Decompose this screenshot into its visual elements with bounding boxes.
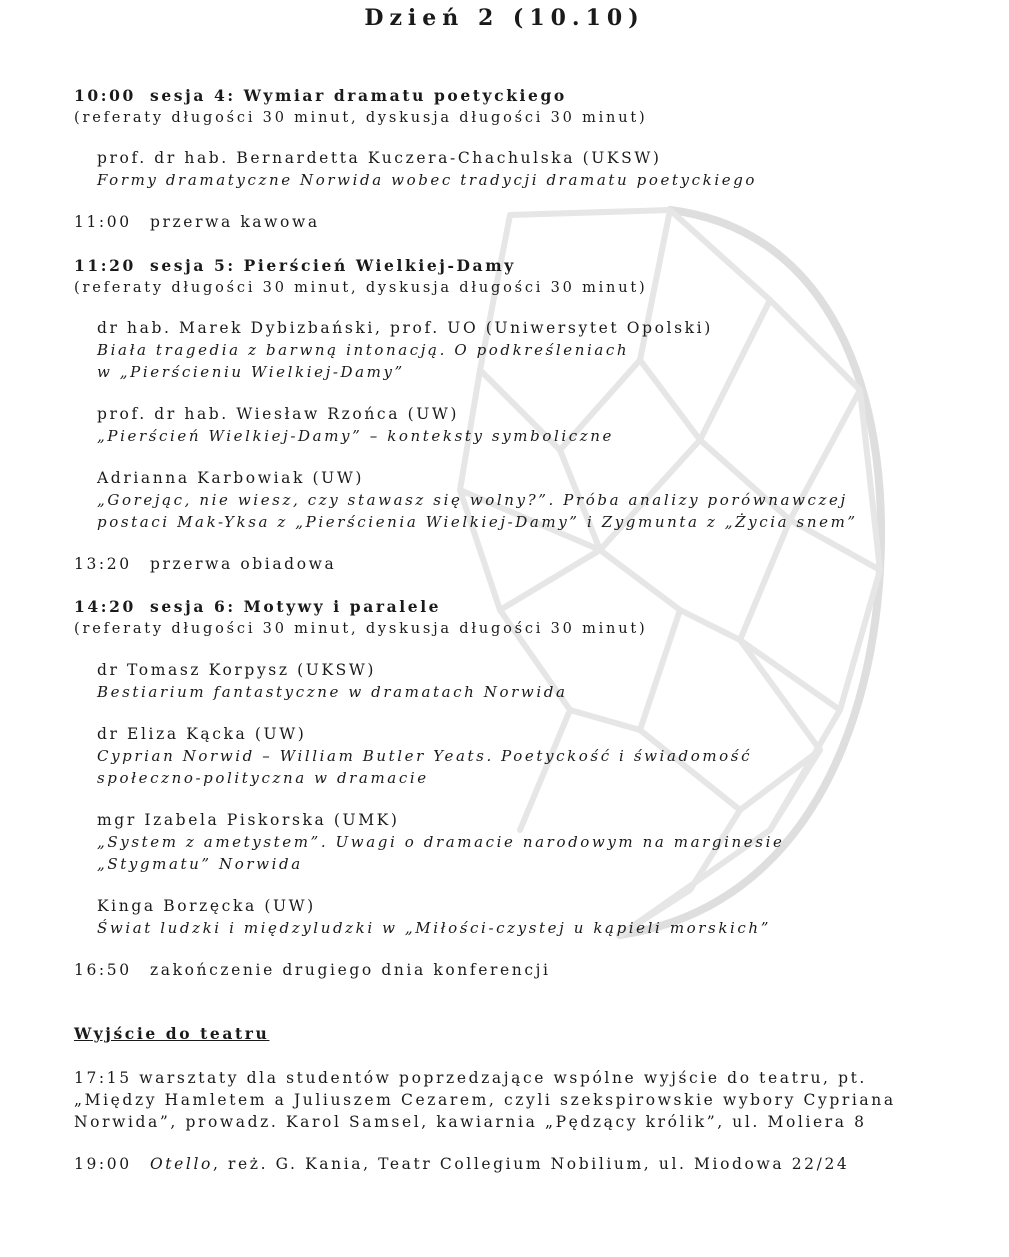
speaker: Adrianna Karbowiak (UW) xyxy=(97,469,365,487)
break-label: przerwa kawowa xyxy=(150,213,320,231)
speaker: dr Tomasz Korpysz (UKSW) xyxy=(97,661,377,679)
session-time: 11:20 xyxy=(74,256,136,275)
break-label: przerwa obiadowa xyxy=(150,555,337,573)
speaker: dr Eliza Kącka (UW) xyxy=(97,725,307,743)
break-label: zakończenie drugiego dnia konferencji xyxy=(150,961,551,979)
talk-title: Biała tragedia z barwną intonacją. O podkreśleniach xyxy=(97,341,630,359)
talk-title: społeczno-polityczna w dramacie xyxy=(97,769,429,787)
speaker: prof. dr hab. Wiesław Rzońca (UW) xyxy=(97,405,460,423)
session-note: (referaty długości 30 minut, dyskusja długości 30 minut) xyxy=(74,280,648,296)
talk-title: w „Pierścieniu Wielkiej-Damy” xyxy=(97,363,405,381)
talk-title: Bestiarium fantastyczne w dramatach Norwida xyxy=(97,683,568,701)
talk-title: „Stygmatu” Norwida xyxy=(97,855,303,873)
session-name: sesja 4: Wymiar dramatu poetyckiego xyxy=(150,86,567,105)
session-note: (referaty długości 30 minut, dyskusja długości 30 minut) xyxy=(74,110,648,126)
workshop-line: 17:15 warsztaty dla studentów poprzedzające wspólne wyjście do teatru, pt. xyxy=(74,1069,867,1087)
session-time: 10:00 xyxy=(74,86,136,105)
show-title: Otello xyxy=(150,1155,213,1173)
show-details: , reż. G. Kania, Teatr Collegium Nobilium, ul. Miodowa 22/24 xyxy=(212,1155,850,1173)
talk-title: „Pierścień Wielkiej-Damy” – konteksty symboliczne xyxy=(97,427,614,445)
session-name: sesja 6: Motywy i paralele xyxy=(150,597,442,616)
talk-title: „Gorejąc, nie wiesz, czy stawasz się wolny?”. Próba analizy porównawczej xyxy=(97,491,848,509)
talk-title: postaci Mak-Yksa z „Pierścienia Wielkiej-Damy” i Zygmunta z „Życia snem” xyxy=(97,513,858,531)
session-name: sesja 5: Pierścień Wielkiej-Damy xyxy=(150,256,516,275)
break-time: 11:00 xyxy=(74,213,132,231)
show-time: 19:00 xyxy=(74,1155,132,1173)
speaker: dr hab. Marek Dybizbański, prof. UO (Uniwersytet Opolski) xyxy=(97,319,713,337)
session-note: (referaty długości 30 minut, dyskusja długości 30 minut) xyxy=(74,621,648,637)
section-heading: Wyjście do teatru xyxy=(74,1024,270,1043)
talk-title: Formy dramatyczne Norwida wobec tradycji dramatu poetyckiego xyxy=(97,171,758,189)
speaker: prof. dr hab. Bernardetta Kuczera-Chachulska (UKSW) xyxy=(97,149,662,167)
page-title: Dzień 2 (10.10) xyxy=(364,5,645,31)
speaker: mgr Izabela Piskorska (UMK) xyxy=(97,811,400,829)
talk-title: Świat ludzki i międzyludzki w „Miłości-czystej u kąpieli morskich” xyxy=(97,919,771,937)
talk-title: Cyprian Norwid – William Butler Yeats. Poetyckość i świadomość xyxy=(97,747,753,765)
break-time: 16:50 xyxy=(74,961,132,979)
workshop-line: „Między Hamletem a Juliuszem Cezarem, czyli szekspirowskie wybory Cypriana xyxy=(74,1091,896,1109)
speaker: Kinga Borzęcka (UW) xyxy=(97,897,316,915)
talk-title: „System z ametystem”. Uwagi o dramacie narodowym na marginesie xyxy=(97,833,785,851)
break-time: 13:20 xyxy=(74,555,132,573)
session-time: 14:20 xyxy=(74,597,136,616)
workshop-line: Norwida”, prowadz. Karol Samsel, kawiarnia „Pędzący królik”, ul. Moliera 8 xyxy=(74,1113,867,1131)
show-line xyxy=(150,1154,849,1174)
